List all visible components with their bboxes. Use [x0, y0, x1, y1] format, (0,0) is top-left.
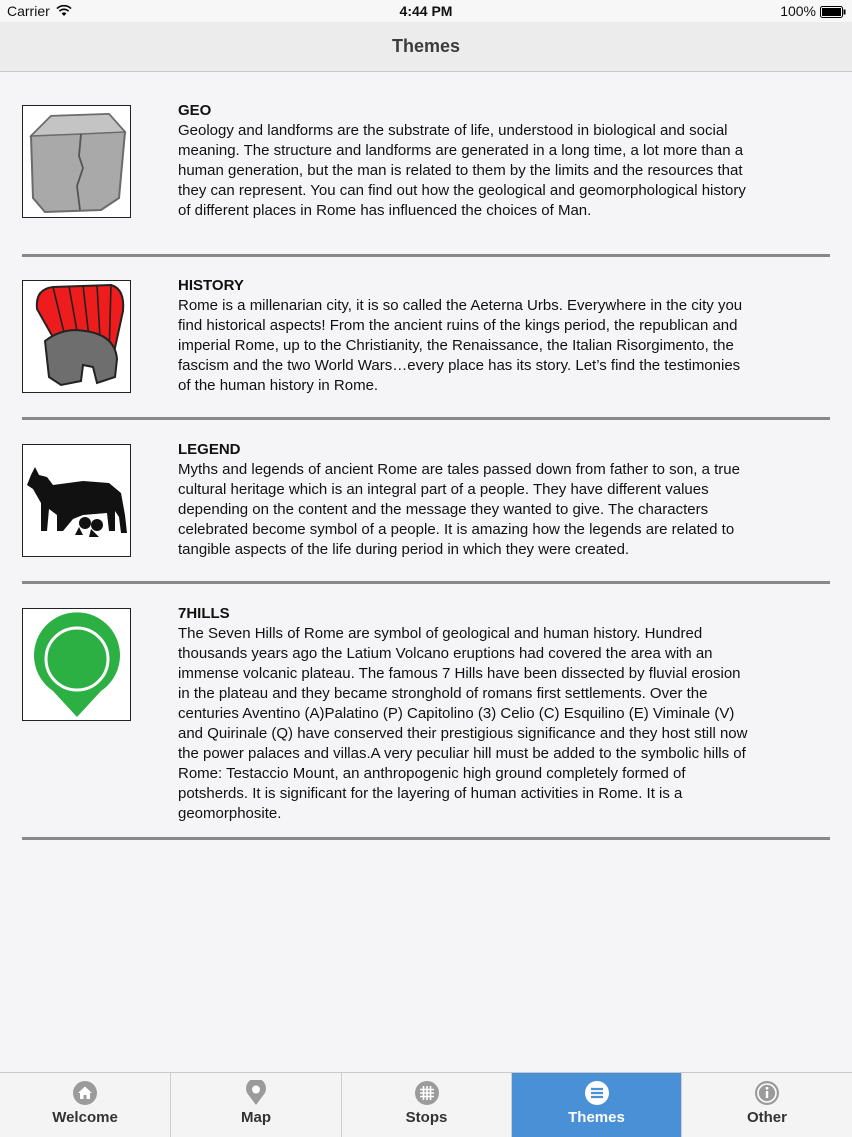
theme-heading: 7HILLS — [178, 605, 230, 622]
divider — [22, 417, 830, 420]
page-title: Themes — [391, 36, 461, 56]
map-pin-icon — [243, 1080, 269, 1111]
theme-description: The Seven Hills of Rome are symbol of geological and human history. Hundred thousands years ago the Latium Volcano eruptions had covered the area with an immense volcanic plateau. The famous 7 Hills have been dissected by fluvial erosion in the plateau and they became stronghold of romans first settlements. Over the centuries Aventino (A)Palatino (P) Capitolino (3) Celio (C) Esquilino (E) Viminale (V) and Quirinale (Q) have conserved their prestigious significance and they host still now the power palaces and villas.A very peculiar hill must be added to the symbolic hills of Rome: Testaccio Mount, an anthropogenic high ground completely formed of potsherds. It is significant for the layering of human activities in Rome. It is a geomorphosite. — [178, 625, 748, 822]
navigation-bar — [0, 22, 852, 72]
map-pin-icon — [22, 608, 131, 721]
battery-percent: 100% — [780, 3, 816, 19]
she-wolf-icon — [22, 444, 131, 557]
tab-stops[interactable] — [342, 1073, 512, 1137]
tab-themes[interactable] — [512, 1073, 682, 1137]
tab-welcome[interactable] — [0, 1073, 171, 1137]
tab-label: Other — [746, 1109, 787, 1126]
theme-description: Geology and landforms are the substrate of life, understood in biological and social meaning. The structure and landforms are generated in a long time, a lot more than a human generation, but the man is related to them by the limits and the resources that they can represent. You can find out how the geological and geomorphological history of different places in Rome has influenced the choices of Man. — [178, 122, 746, 219]
tab-map[interactable] — [171, 1073, 342, 1137]
tab-label: Map — [241, 1109, 271, 1126]
tab-label: Welcome — [52, 1109, 118, 1126]
grid-icon — [414, 1080, 440, 1111]
rock-icon — [22, 105, 131, 218]
tab-other[interactable] — [682, 1073, 852, 1137]
status-bar — [0, 0, 852, 22]
roman-helmet-icon — [22, 280, 131, 393]
info-icon — [754, 1080, 780, 1111]
tab-label: Stops — [405, 1109, 448, 1126]
theme-heading: LEGEND — [178, 441, 241, 458]
divider — [22, 581, 830, 584]
clock: 4:44 PM — [399, 3, 453, 19]
theme-description: Rome is a millenarian city, it is so called the Aeterna Urbs. Everywhere in the city you find historical aspects! From the ancient ruins of the kings period, the republican and imperial Rome, up to the Christianity, the Renaissance, the Italian Risorgimento, the fascism and the two World Wars…every place has its story. Let’s find the testimonies of the human history in Rome. — [178, 297, 743, 394]
home-icon — [72, 1080, 98, 1111]
theme-heading: GEO — [178, 102, 212, 119]
carrier-label: Carrier — [7, 3, 50, 19]
tab-bar — [0, 1072, 852, 1137]
list-icon — [584, 1080, 610, 1111]
divider — [22, 254, 830, 257]
divider — [22, 837, 830, 840]
tab-label: Themes — [568, 1109, 625, 1126]
battery-icon — [820, 5, 846, 21]
theme-heading: HISTORY — [178, 277, 244, 294]
theme-description: Myths and legends of ancient Rome are tales passed down from father to son, a true cultural heritage which is an integral part of a people. They have different values depending on the content and the message they wanted to give. The characters celebrated become symbol of a people. It is amazing how the legends are related to tangible aspects of the life during period in which they were created. — [178, 461, 740, 558]
